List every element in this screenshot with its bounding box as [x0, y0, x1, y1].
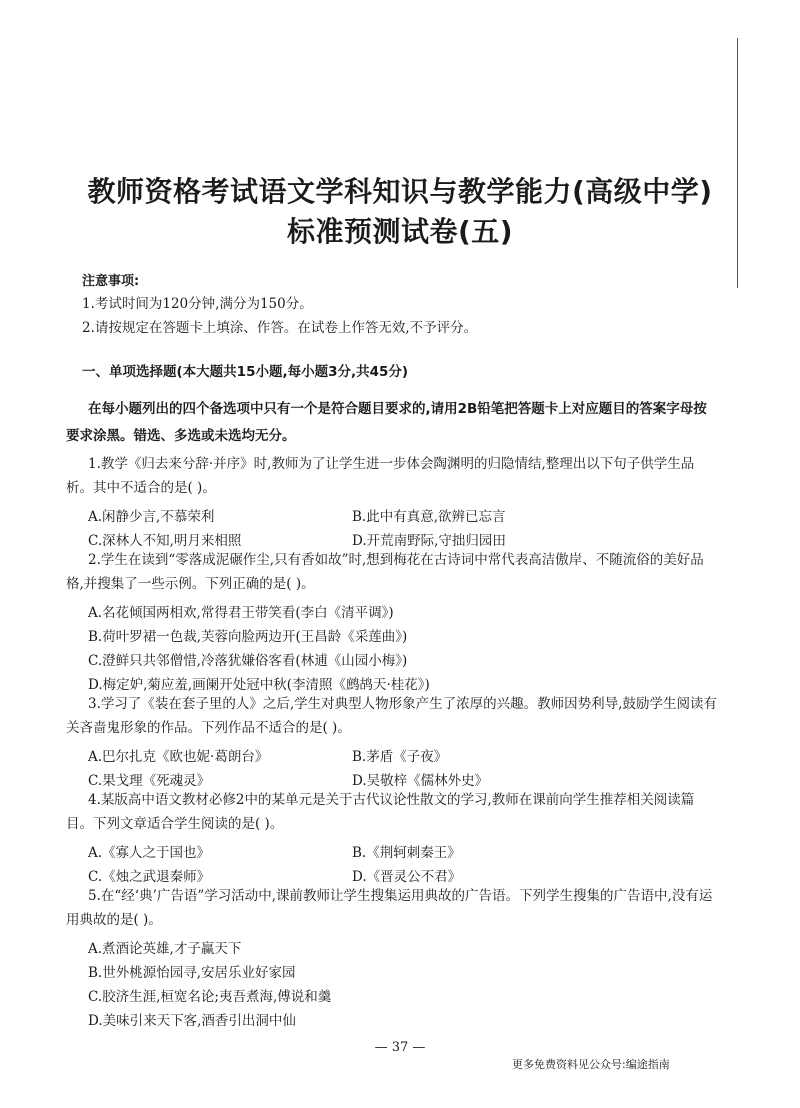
question-5-option-a: A.煮酒论英雄,才子赢天下	[88, 941, 242, 957]
question-5-option-b: B.世外桃源怡园寻,安居乐业好家园	[88, 965, 296, 981]
question-4-option-c: C.《烛之武退秦师》	[88, 869, 211, 885]
question-4-option-d: D.《晋灵公不君》	[352, 869, 462, 885]
notice-item-2: 2.请按规定在答题卡上填涂、作答。在试卷上作答无效,不予评分。	[82, 320, 478, 336]
question-1-option-b: B.此中有真意,欲辨已忘言	[352, 509, 506, 525]
page-number: — 37 —	[374, 1040, 426, 1055]
question-5-option-c: C.胶济生涯,桓宽名论;夷吾煮海,傅说和羹	[88, 989, 332, 1005]
scan-edge-line	[737, 38, 738, 288]
question-3-option-d: D.吴敬梓《儒林外史》	[352, 773, 489, 789]
notice-item-1: 1.考试时间为120分钟,满分为150分。	[82, 296, 313, 312]
question-4-stem: 4.某版高中语文教材必修2中的某单元是关于古代议论性散文的学习,教师在课前向学生推荐相关阅读篇目。下列文章适合学生阅读的是( )。	[66, 792, 695, 832]
question-5-stem: 5.在“经‘典’广告语”学习活动中,课前教师让学生搜集运用典故的广告语。下列学生搜集的广告语中,没有运用典故的是( )。	[66, 888, 713, 928]
section-heading: 一、单项选择题(本大题共15小题,每小题3分,共45分)	[82, 364, 409, 380]
question-1-option-d: D.开荒南野际,守拙归园田	[352, 533, 506, 549]
question-1-option-a: A.闲静少言,不慕荣利	[88, 509, 215, 525]
question-1-stem: 1.教学《归去来兮辞·并序》时,教师为了让学生进一步体会陶渊明的归隐情结,整理出以下句子供学生品析。其中不适合的是( )。	[66, 456, 695, 496]
question-2-option-d: D.梅定妒,菊应羞,画阑开处冠中秋(李清照《鹧鸪天·桂花》)	[88, 677, 430, 693]
question-5-option-d: D.美味引来天下客,酒香引出洞中仙	[88, 1013, 296, 1029]
question-2-option-a: A.名花倾国两相欢,常得君王带笑看(李白《清平调》)	[88, 605, 394, 621]
exam-title-line2: 标准预测试卷(五)	[286, 215, 514, 248]
notice-heading: 注意事项:	[82, 274, 140, 289]
question-3-option-c: C.果戈理《死魂灵》	[88, 773, 211, 789]
question-2-option-b: B.荷叶罗裙一色裁,芙蓉向脸两边开(王昌龄《采莲曲》)	[88, 629, 408, 645]
section-instruction: 在每小题列出的四个备选项中只有一个是符合题目要求的,请用2B铅笔把答题卡上对应题目的答案字母按要求涂黑。错选、多选或未选均无分。	[66, 401, 707, 444]
question-3-stem: 3.学习了《装在套子里的人》之后,学生对典型人物形象产生了浓厚的兴趣。教师因势利导,鼓励学生阅读有关吝啬鬼形象的作品。下列作品不适合的是( )。	[66, 696, 717, 736]
question-3-option-a: A.巴尔扎克《欧也妮·葛朗台》	[88, 749, 269, 765]
question-4-option-a: A.《寡人之于国也》	[88, 845, 211, 861]
question-4-option-b: B.《荆轲刺秦王》	[352, 845, 461, 861]
question-3-option-b: B.茅盾《子夜》	[352, 749, 448, 765]
question-2-stem: 2.学生在读到“零落成泥碾作尘,只有香如故”时,想到梅花在古诗词中常代表高洁傲岸、不随流俗的美好品格,并搜集了一些示例。下列正确的是( )。	[66, 552, 704, 592]
footer-note: 更多免费资料见公众号:编途指南	[512, 1058, 670, 1071]
exam-title-line1: 教师资格考试语文学科知识与教学能力(高级中学)	[87, 175, 713, 208]
question-1-option-c: C.深林人不知,明月来相照	[88, 533, 242, 549]
question-2-option-c: C.澄鲜只共邻僧惜,冷落犹嫌俗客看(林逋《山园小梅》)	[88, 653, 408, 669]
